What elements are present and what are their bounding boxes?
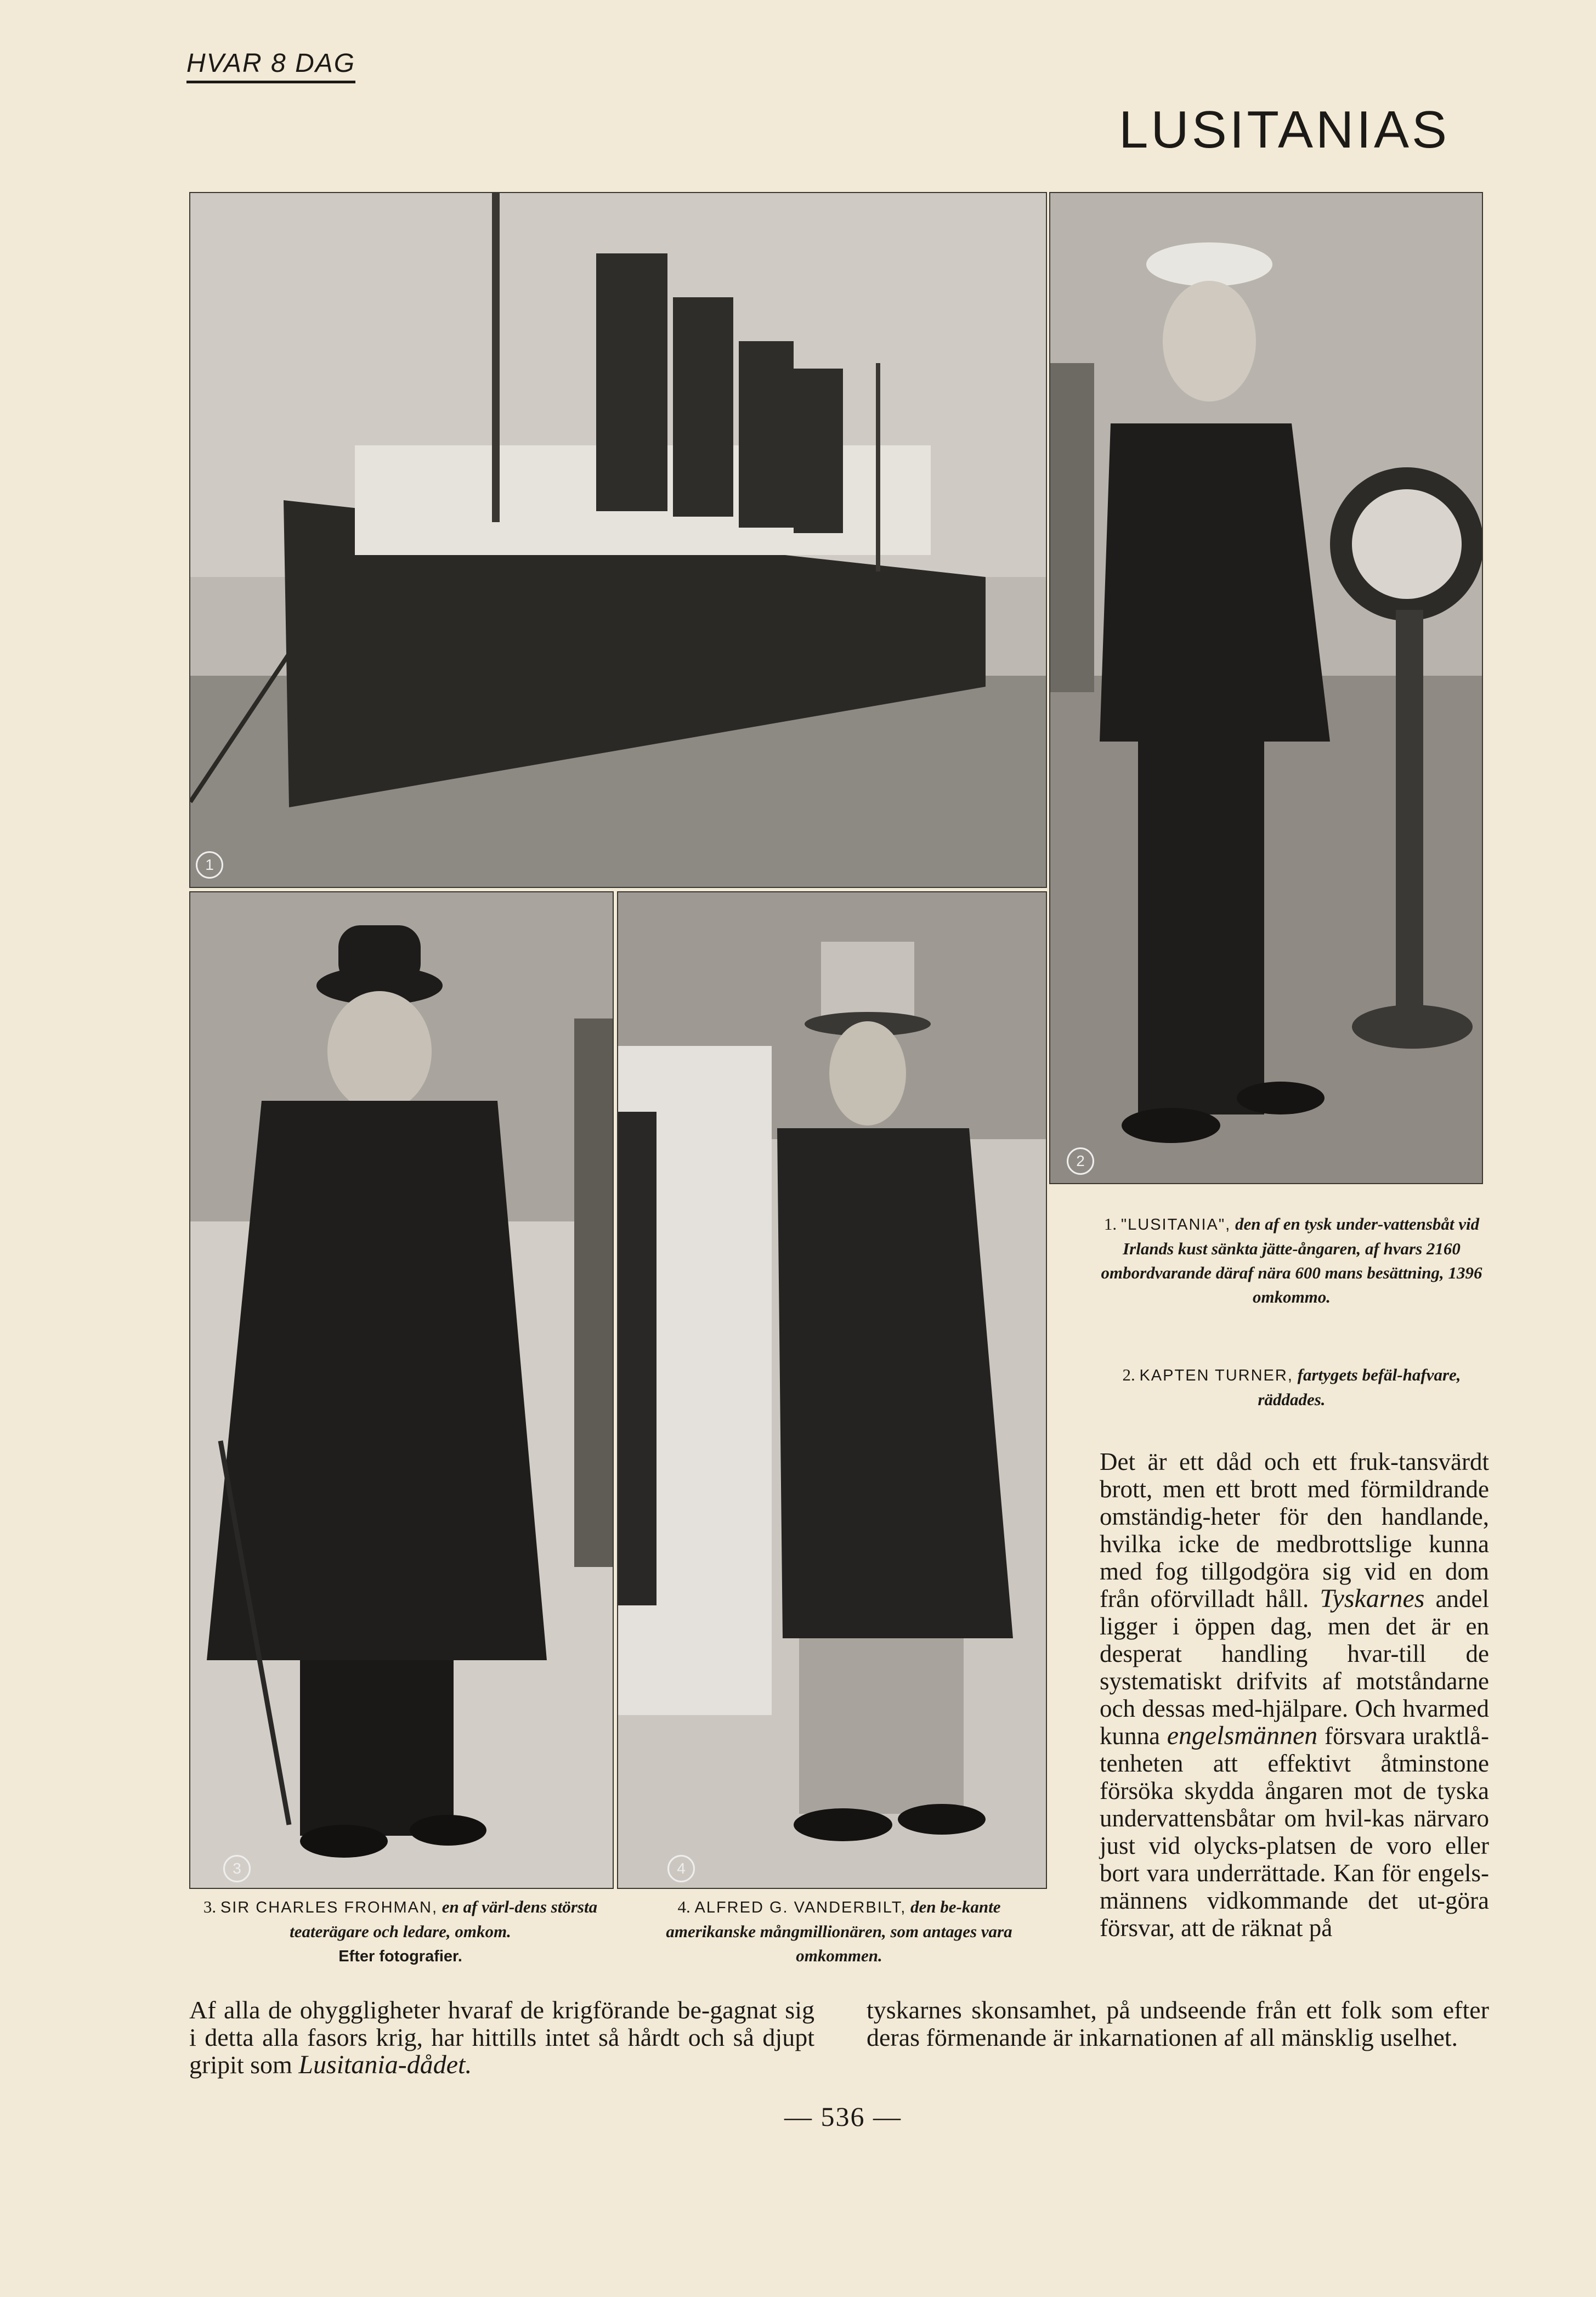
caption-3-number: 3. — [203, 1897, 217, 1916]
body-right-emphasis-1: Tyskarnes — [1320, 1584, 1425, 1613]
photo-number-4: 4 — [667, 1855, 695, 1882]
magazine-header: HVAR 8 DAG — [186, 48, 355, 83]
page-number: — 536 — — [784, 2101, 902, 2132]
photo-lusitania-ship — [189, 192, 1047, 888]
caption-3 — [189, 1895, 612, 1968]
photo-charles-frohman — [189, 891, 614, 1889]
body-right-text-2: andel ligger i öppen dag, men det är en desperat handling hvar-till de systematiskt drifvits af motståndarne och dessas med-hjälpare. Och hvarmed kunna — [1100, 1585, 1489, 1750]
caption-4-number: 4. — [677, 1897, 691, 1916]
body-bottom-right — [867, 1996, 1489, 2051]
caption-1 — [1094, 1212, 1489, 1309]
body-right-text-1: Det är ett dåd och ett fruk-tansvärdt brott, men ett brott med förmildrande omständig-heter för den handlande, hvilka icke de medbrottslige kunna med fog tillgodgöra sig vid en dom från oförvilladt håll. — [1100, 1448, 1489, 1613]
caption-3-desc: en af värl-dens största teaterägare och ledare, omkom. — [290, 1897, 598, 1941]
vanderbilt-illustration — [618, 892, 1046, 1888]
body-right-text-3: försvara uraktlå-tenheten att effektivt åtminstone försöka skydda ångaren mot de tyska undervattensbåtar om hvil-kas närvaro just vid olycks-platsen de voro eller bort vara underrättade. Kan för engels-männens vidkommande det ut-göra försvar, att de räknat på — [1100, 1722, 1490, 1942]
photo-captain-turner — [1049, 192, 1483, 1184]
photo-number-3: 3 — [223, 1855, 251, 1882]
caption-2-name: KAPTEN TURNER, — [1139, 1367, 1293, 1384]
caption-3-note: Efter fotografier. — [338, 1948, 462, 1965]
caption-4 — [647, 1895, 1031, 1968]
body-bottom-left-emphasis: Lusitania-dådet. — [298, 2050, 472, 2079]
captain-illustration — [1050, 193, 1482, 1183]
ship-illustration — [190, 193, 1046, 887]
body-bottom-right-text: tyskarnes skonsamhet, på undseende från ett folk som efter deras förmenande är inkarnationen af all mänsklig uselhet. — [867, 1996, 1489, 2051]
page-title: LUSITANIAS — [1119, 100, 1450, 159]
frohman-illustration — [190, 892, 613, 1888]
body-bottom-left-text: Af alla de ohyggligheter hvaraf de krigförande be-gagnat sig i detta alla fasors krig, har hittills intet så hårdt och så djupt gripit som — [189, 1996, 814, 2079]
photo-alfred-vanderbilt — [617, 891, 1047, 1889]
caption-4-name: ALFRED G. VANDERBILT, — [694, 1899, 907, 1916]
photo-number-1: 1 — [196, 851, 223, 879]
photo-number-2: 2 — [1067, 1147, 1094, 1175]
body-right-emphasis-2: engelsmännen — [1167, 1721, 1318, 1750]
caption-1-name: "LUSITANIA", — [1120, 1216, 1231, 1234]
caption-3-name: SIR CHARLES FROHMAN, — [220, 1899, 438, 1916]
caption-1-desc: den af en tysk under-vattensbåt vid Irlands kust sänkta jätte-ångaren, af hvars 2160 ombordvarande däraf nära 600 mans besättning, 1396 omkommo. — [1101, 1214, 1482, 1306]
caption-1-number: 1. — [1103, 1214, 1117, 1234]
caption-4-desc: den be-kante amerikanske mångmillionären, som antages vara omkommen. — [666, 1897, 1012, 1965]
caption-2-number: 2. — [1122, 1365, 1135, 1384]
body-bottom-left — [189, 1996, 814, 2079]
body-right-column — [1100, 1448, 1489, 1942]
caption-2-desc: fartygets befäl-hafvare, räddades. — [1258, 1365, 1461, 1409]
caption-2 — [1094, 1363, 1489, 1412]
